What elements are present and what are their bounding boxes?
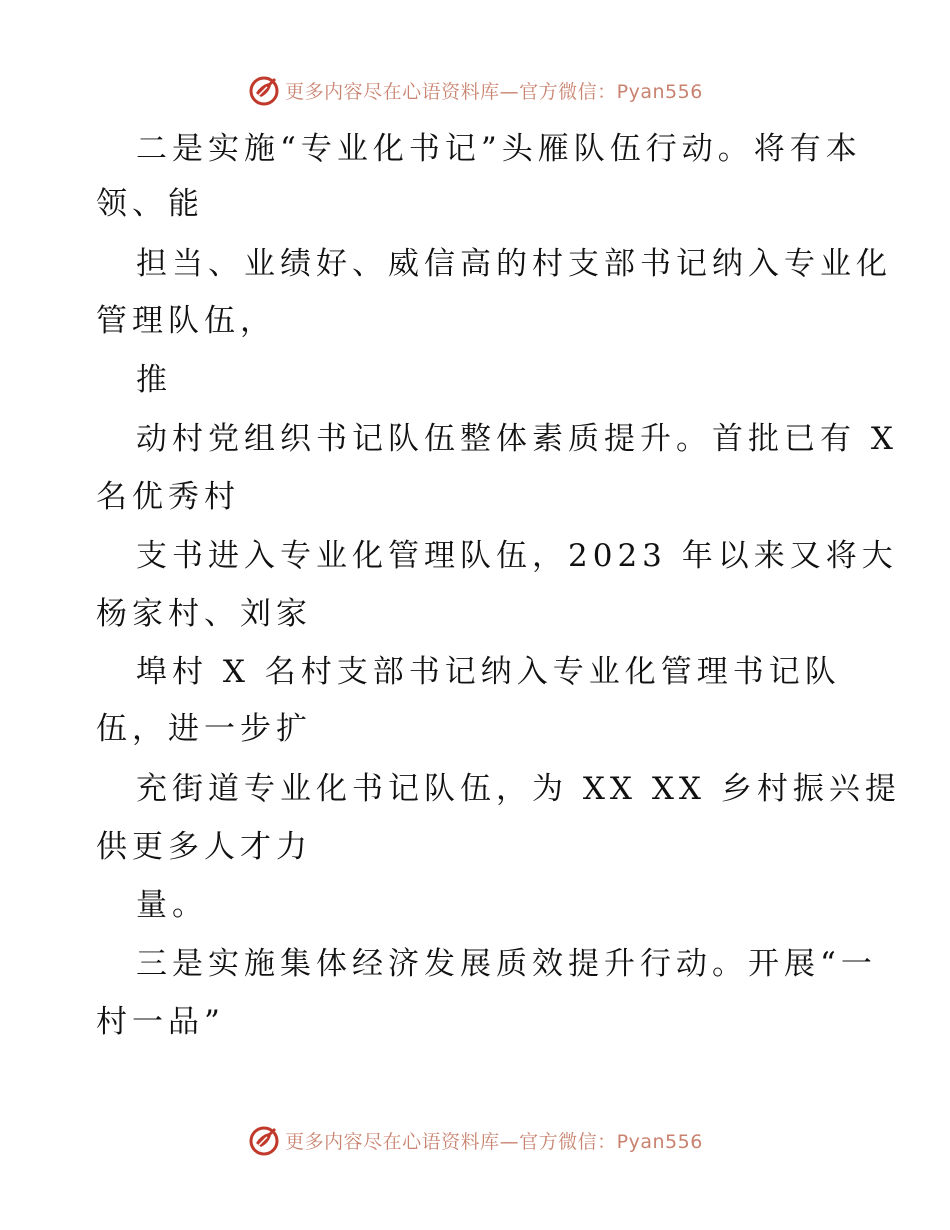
text-line: 村一品” [96, 1004, 225, 1040]
footer-watermark-text: 更多内容尽在心语资料库—官方微信：Pyan556 [285, 1130, 703, 1153]
text-line: 杨家村、刘家 [96, 596, 312, 632]
pen-logo-icon [247, 1123, 281, 1157]
text-line: 量。 [136, 887, 208, 923]
document-body [0, 120, 950, 1080]
text-line: 支书进入专业化管理队伍，2023 年以来又将大 [136, 538, 898, 574]
text-line: 领、能 [96, 186, 204, 222]
text-line: 充街道专业化书记队伍，为 XX XX 乡村振兴提 [136, 771, 901, 807]
text-line: 担当、业绩好、威信高的村支部书记纳入专业化 [136, 246, 892, 282]
text-line: 埠村 X 名村支部书记纳入专业化管理书记队 [136, 654, 841, 690]
text-line: 三是实施集体经济发展质效提升行动。开展“一 [136, 946, 877, 982]
text-line: 管理队伍， [96, 303, 276, 339]
text-line: 供更多人才力 [96, 829, 312, 865]
footer-watermark [0, 1120, 950, 1160]
text-line: 动村党组织书记队伍整体素质提升。首批已有 X [136, 421, 898, 457]
text-line: 推 [136, 362, 172, 398]
text-line: 二是实施“专业化书记”头雁队伍行动。将有本 [136, 131, 862, 167]
text-line: 伍，进一步扩 [96, 711, 312, 747]
header-watermark-text: 更多内容尽在心语资料库—官方微信：Pyan556 [285, 80, 703, 103]
text-line: 名优秀村 [96, 479, 240, 515]
pen-logo-icon [247, 73, 281, 107]
header-watermark [0, 70, 950, 110]
